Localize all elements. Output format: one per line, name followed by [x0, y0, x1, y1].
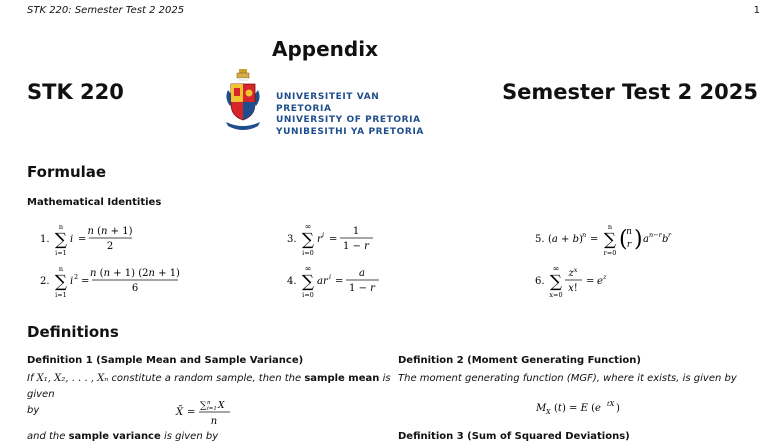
- identity-4-formula: [285, 264, 395, 302]
- university-name-af: UNIVERSITEIT VAN PRETORIA: [276, 92, 380, 114]
- svg-text:n: n: [582, 231, 587, 239]
- svg-text:): ): [634, 227, 643, 252]
- def1-text-b: constitute a random sample, then the: [111, 373, 302, 384]
- svg-text:X̄: X̄: [176, 407, 184, 418]
- svg-text:i: i: [70, 276, 74, 287]
- svg-text:∑: ∑: [54, 272, 68, 292]
- identity-2: [38, 264, 188, 306]
- svg-text:1 − r: 1 − r: [349, 283, 375, 294]
- def1-text-f: is given by: [163, 431, 219, 442]
- university-name-ts: YUNIBESITHI YA PRETORIA: [276, 126, 424, 137]
- svg-text:i=1: i=1: [55, 291, 67, 299]
- def1-term-mean: sample mean: [304, 373, 380, 384]
- svg-text:∞: ∞: [304, 222, 312, 231]
- university-logo: [222, 68, 427, 137]
- svg-text:=: =: [187, 407, 196, 418]
- svg-text:X: X: [218, 401, 225, 411]
- running-title: STK 220: Semester Test 2 2025: [27, 5, 185, 16]
- svg-text:r: r: [317, 234, 322, 245]
- identity-3-formula: [285, 222, 395, 260]
- formulae-heading: Formulae: [27, 163, 107, 181]
- svg-text:r=0: r=0: [603, 249, 617, 257]
- svg-text:x!: x!: [568, 283, 578, 294]
- university-name-block: [276, 92, 427, 138]
- mgf-formula: [536, 397, 626, 423]
- svg-text:(a + b): (a + b): [548, 234, 583, 245]
- def1-text-a: If: [27, 373, 34, 384]
- svg-text:∞: ∞: [304, 264, 312, 273]
- svg-text:(t) = E (e: (t) = E (e: [554, 403, 601, 414]
- svg-text:i=1: i=1: [55, 249, 67, 257]
- svg-text:i=0: i=0: [302, 249, 314, 257]
- identity-4: [285, 264, 395, 306]
- def1-term-variance: sample variance: [68, 431, 161, 442]
- svg-text:=: =: [590, 234, 599, 245]
- svg-text:1: 1: [352, 226, 360, 237]
- identity-5-formula: [533, 222, 683, 260]
- definition-2-title: Definition 2 (Moment Generating Function): [398, 355, 641, 366]
- svg-text:e: e: [597, 276, 603, 287]
- university-name-en: UNIVERSITY OF PRETORIA: [276, 115, 421, 125]
- svg-text:): ): [616, 403, 620, 414]
- svg-text:=: =: [586, 276, 595, 287]
- svg-text:ar: ar: [317, 276, 328, 287]
- svg-text:n (n + 1) (2n + 1): n (n + 1) (2n + 1): [90, 268, 180, 279]
- svg-text:(: (: [619, 227, 628, 252]
- identity-2-formula: [38, 264, 188, 302]
- identity-6-formula: [533, 264, 643, 302]
- course-code: STK 220: [27, 80, 124, 104]
- svg-text:∑: ∑: [200, 401, 207, 411]
- svg-text:i: i: [329, 273, 332, 281]
- svg-text:=: =: [329, 234, 338, 245]
- svg-text:r: r: [668, 231, 672, 239]
- svg-text:i: i: [322, 231, 325, 239]
- svg-text:∑: ∑: [549, 272, 563, 292]
- identity-3: [285, 222, 395, 264]
- svg-text:n: n: [607, 223, 613, 231]
- identity-6: [533, 264, 643, 306]
- identity-label: 3.: [287, 234, 297, 245]
- sample-mean-formula: [172, 397, 252, 435]
- svg-text:1 − r: 1 − r: [343, 241, 369, 252]
- svg-text:M: M: [536, 403, 547, 414]
- svg-text:n: n: [210, 416, 218, 427]
- identity-5: [533, 222, 683, 264]
- svg-text:6: 6: [131, 283, 139, 294]
- definition-3-title: Definition 3 (Sum of Squared Deviations): [398, 431, 630, 442]
- svg-text:zx: $z^x$: [568, 266, 578, 279]
- svg-text:x=0: x=0: [549, 291, 563, 299]
- svg-text:tX: tX: [607, 400, 615, 408]
- math-identities-heading: Mathematical Identities: [27, 197, 162, 208]
- svg-text:n: n: [58, 223, 64, 231]
- svg-text:∑: ∑: [54, 230, 68, 250]
- identity-label: 2.: [40, 276, 50, 287]
- svg-text:X: X: [546, 408, 551, 416]
- def1-text-c: is given: [27, 373, 391, 400]
- svg-text:n: n: [58, 265, 64, 273]
- svg-text:2: 2: [106, 241, 114, 252]
- svg-text:i: i: [70, 234, 74, 245]
- svg-text:a: a: [359, 268, 365, 279]
- definitions-heading: Definitions: [27, 323, 119, 341]
- svg-text:∑: ∑: [603, 230, 617, 250]
- definition-1-title: Definition 1 (Sample Mean and Sample Variance): [27, 355, 304, 366]
- svg-text:∑: ∑: [301, 230, 315, 250]
- definition-2-text: The moment generating function (MGF), where it exists, is given by: [398, 373, 737, 384]
- identity-label: 5.: [535, 234, 545, 245]
- svg-text:=: =: [78, 234, 87, 245]
- svg-text:n: n: [626, 227, 632, 237]
- svg-text:∞: ∞: [552, 264, 560, 273]
- def1-text-e: and the: [27, 431, 66, 442]
- definition-1-variance-text: [27, 431, 218, 442]
- identity-label: 4.: [287, 276, 297, 287]
- svg-text:2: 2: [74, 273, 79, 281]
- page-title: Appendix: [272, 37, 378, 61]
- page-number: 1: [753, 5, 760, 16]
- identity-label: 1.: [40, 234, 50, 245]
- svg-text:n (n + 1): n (n + 1): [87, 226, 133, 237]
- identity-1-formula: [38, 222, 148, 260]
- svg-text:b: b: [662, 234, 669, 245]
- def1-text-d: by: [27, 405, 40, 416]
- svg-text:i=1: i=1: [207, 406, 217, 412]
- svg-text:=: =: [335, 276, 344, 287]
- identity-1: [38, 222, 148, 264]
- svg-text:r: r: [626, 240, 632, 250]
- def1-vars: X₁, X₂, . . . , Xₙ: [36, 373, 109, 384]
- svg-text:n: n: [207, 400, 211, 406]
- svg-text:z: z: [603, 273, 607, 281]
- svg-text:a: a: [643, 234, 649, 245]
- test-name: Semester Test 2 2025: [502, 80, 758, 104]
- svg-text:n−r: n−r: [649, 231, 662, 239]
- svg-text:=: =: [81, 276, 90, 287]
- svg-text:∑: ∑: [301, 272, 315, 292]
- identity-label: 6.: [535, 276, 545, 287]
- svg-text:i=0: i=0: [302, 291, 314, 299]
